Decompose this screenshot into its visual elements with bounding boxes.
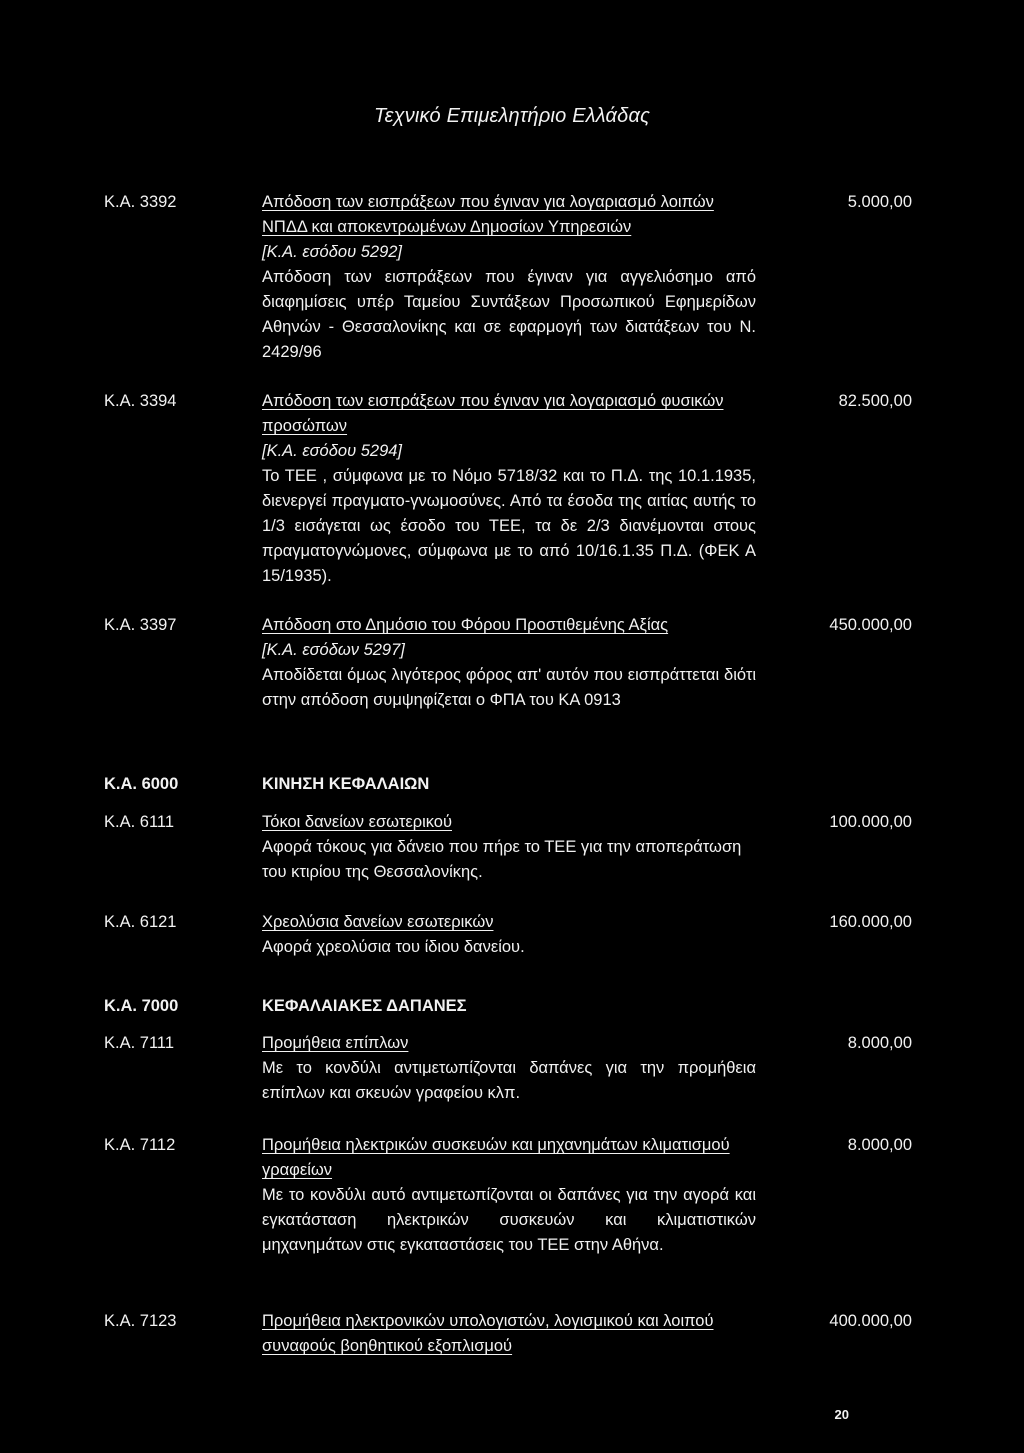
entry-title: Προμήθεια ηλεκτρικών συσκευών και μηχανημάτων κλιματισμού γραφείων — [262, 1136, 730, 1179]
entry-title: Απόδοση των εισπράξεων που έγιναν για λογαριασμό λοιπών ΝΠΔΔ και αποκεντρωμένων Δημοσίων Υπηρεσιών — [262, 193, 714, 236]
entry-description — [262, 1031, 756, 1106]
entry-description — [262, 613, 756, 713]
entry-code: Κ.Α. 7123 — [104, 1312, 177, 1330]
entry-amount: 8.000,00 — [847, 1034, 912, 1052]
entry-ref: [Κ.Α. εσόδου 5292] — [262, 243, 403, 261]
page-number: 20 — [834, 1407, 849, 1422]
entry-code: Κ.Α. 3394 — [104, 392, 177, 410]
entry-amount: 82.500,00 — [838, 392, 912, 410]
entry-body: Το ΤΕΕ , σύμφωνα με το Νόμο 5718/32 και το Π.Δ. της 10.1.1935, διενεργεί πραγματο-γνωμοσύνες. Από τα έσοδα της αιτίας αυτής το 1/3 εισάγεται ως έσοδο του ΤΕΕ, τα δε 2/3 διανέμονται στους πραγματογνώμονες, σύμφωνα με το από 10/16.1.35 Π.Δ. (ΦΕΚ Α 15/1935). — [262, 467, 756, 585]
entry-code: Κ.Α. 7112 — [104, 1136, 176, 1154]
entry-amount: 8.000,00 — [847, 1136, 912, 1154]
entry-description — [262, 910, 756, 960]
entry-body: Αποδίδεται όμως λιγότερος φόρος απ' αυτόν που εισπράττεται διότι στην απόδοση συμψηφίζεται ο ΦΠΑ του ΚΑ 0913 — [262, 666, 756, 709]
entry-description — [262, 1133, 756, 1258]
entry-code: Κ.Α. 3392 — [104, 193, 177, 211]
section-title: ΚΙΝΗΣΗ ΚΕΦΑΛΑΙΩΝ — [262, 775, 430, 793]
entry-code: Κ.Α. 6121 — [104, 913, 177, 931]
entry-description — [262, 190, 756, 365]
entry-code: Κ.Α. 7111 — [104, 1034, 175, 1052]
entry-title: Απόδοση των εισπράξεων που έγιναν για λογαριασμό φυσικών προσώπων — [262, 392, 724, 435]
entry-description — [262, 389, 756, 589]
entry-ref: [Κ.Α. εσόδων 5297] — [262, 641, 405, 659]
entry-body: Με το κονδύλι αντιμετωπίζονται δαπάνες για την προμήθεια επίπλων και σκευών γραφείου κλπ. — [262, 1059, 756, 1102]
entry-body: Με το κονδύλι αυτό αντιμετωπίζονται οι δαπάνες για την αγορά και εγκατάσταση ηλεκτρικών συσκευών και κλιματιστικών μηχανημάτων στις εγκαταστάσεις του ΤΕΕ στην Αθήνα. — [262, 1186, 756, 1254]
entry-code: Κ.Α. 3397 — [104, 616, 177, 634]
entry-description — [262, 1309, 756, 1359]
entry-body: Αφορά χρεολύσια του ίδιου δανείου. — [262, 938, 525, 956]
entry-title: Τόκοι δανείων εσωτερικού — [262, 813, 452, 831]
entry-ref: [Κ.Α. εσόδου 5294] — [262, 442, 403, 460]
entry-amount: 100.000,00 — [829, 813, 912, 831]
section-title: ΚΕΦΑΛΑΙΑΚΕΣ ΔΑΠΑΝΕΣ — [262, 997, 467, 1015]
entry-title: Προμήθεια ηλεκτρονικών υπολογιστών, λογισμικού και λοιπού συναφούς βοηθητικού εξοπλισμού — [262, 1312, 714, 1355]
entry-title: Προμήθεια επίπλων — [262, 1034, 409, 1052]
entry-body: Απόδοση των εισπράξεων που έγιναν για αγγελιόσημο από διαφημίσεις υπέρ Ταμείου Συντάξεων Προσωπικού Εφημερίδων Αθηνών - Θεσσαλονίκης και σε εφαρμογή των διατάξεων του Ν. 2429/96 — [262, 268, 756, 361]
entry-amount: 5.000,00 — [847, 193, 912, 211]
entry-amount: 400.000,00 — [829, 1312, 912, 1330]
entry-title: Απόδοση στο Δημόσιο του Φόρου Προστιθεμένης Αξίας — [262, 616, 669, 634]
entry-title: Χρεολύσια δανείων εσωτερικών — [262, 913, 494, 931]
entry-body: Αφορά τόκους για δάνειο που πήρε το ΤΕΕ για την αποπεράτωση του κτιρίου της Θεσσαλονίκης. — [262, 838, 742, 881]
section-code: Κ.Α. 6000 — [104, 775, 179, 793]
page-header: Τεχνικό Επιμελητήριο Ελλάδας — [373, 105, 651, 127]
entry-amount: 450.000,00 — [829, 616, 912, 634]
entry-description — [262, 810, 756, 885]
section-code: Κ.Α. 7000 — [104, 997, 179, 1015]
entry-code: Κ.Α. 6111 — [104, 813, 175, 831]
entry-amount: 160.000,00 — [829, 913, 912, 931]
